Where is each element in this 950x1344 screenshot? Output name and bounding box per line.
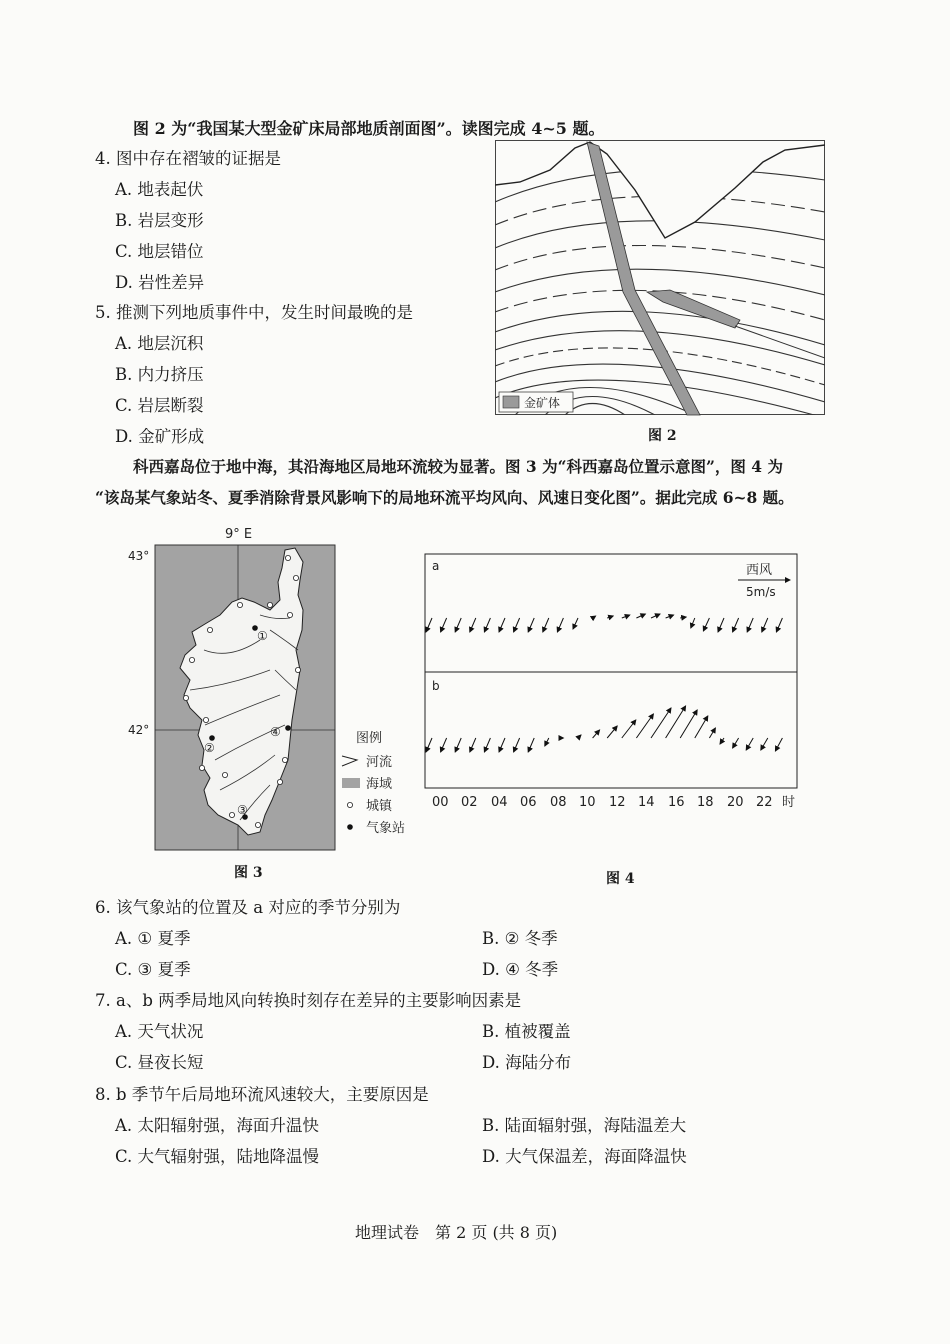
fig4-tick-14: 14	[638, 795, 655, 810]
q7-option-a: A. 天气状况	[115, 1022, 204, 1041]
fig4-tick-00: 00	[432, 795, 449, 810]
q5-option-d: D. 金矿形成	[115, 427, 205, 446]
fig4-panel-a-label: a	[432, 559, 440, 573]
fig4-panel-a	[425, 554, 797, 672]
fig4-tick-08: 08	[550, 795, 567, 810]
fig3-station-1: ①	[257, 629, 268, 643]
fig4-b-vector-22	[746, 738, 753, 750]
fig4-a-vector-16	[666, 615, 674, 618]
fig3-legend-sea: 海域	[366, 777, 393, 792]
fig4-b-vector-12	[607, 726, 617, 738]
fig4-b-vector-1	[441, 738, 447, 752]
fig3-lat-43: 43°	[128, 549, 150, 563]
fig4-tick-12: 12	[609, 795, 626, 810]
fig4-b-vector-0	[426, 738, 432, 752]
q5-option-a: A. 地层沉积	[115, 334, 204, 353]
fig4-a-vector-15	[651, 614, 660, 618]
fig4-b-vector-18	[695, 716, 708, 738]
fig3-station-4: ④	[270, 725, 281, 739]
fig4-a-vector-2	[455, 618, 461, 632]
page-footer: 地理试卷 第 2 页 (共 8 页)	[355, 1223, 558, 1242]
fig4-panel-b	[425, 672, 797, 788]
fig3-legend-town: 城镇	[366, 799, 393, 814]
fig4-a-vector-11	[593, 616, 596, 618]
fig3-corsica-map	[120, 520, 430, 865]
fig2-geologic-section	[495, 140, 825, 420]
fig4-b-vector-10	[578, 735, 581, 738]
fig3-station-3: ③	[237, 803, 248, 817]
fig4-b-vector-21	[733, 738, 739, 748]
fig2-legend-label: 金矿体	[524, 396, 561, 410]
fig2-caption: 图 2	[648, 428, 677, 444]
fig3-legend-title: 图例	[356, 731, 383, 746]
fig4-a-vector-0	[426, 618, 432, 632]
fig4-hour-axis	[432, 795, 795, 810]
fig4-b-vector-8	[545, 738, 549, 746]
fig3-longitude-label: 9° E	[225, 527, 253, 542]
q6-option-a: A. ① 夏季	[115, 929, 191, 948]
fig3-lat-42: 42°	[128, 723, 150, 737]
fig4-tick-06: 06	[520, 795, 537, 810]
fig4-tick-02: 02	[461, 795, 478, 810]
fig4-a-vector-14	[636, 614, 645, 618]
fig4-wind-chart	[420, 548, 810, 818]
fig4-a-vector-23	[762, 618, 768, 632]
fig4-b-vector-2	[455, 738, 461, 752]
fig4-a-vector-1	[441, 618, 447, 632]
fig4-b-vector-17	[680, 710, 697, 738]
fig3-legend-town-icon	[347, 802, 352, 807]
fig3-legend-river-icon	[342, 756, 357, 766]
q5-stem: 5. 推测下列地质事件中，发生时间最晚的是	[95, 303, 413, 322]
fig4-a-vector-4	[484, 618, 490, 632]
fig4-b-vector-19	[709, 728, 715, 738]
q6-option-d: D. ④ 冬季	[482, 960, 559, 979]
fig4-a-vector-20	[718, 618, 724, 632]
fig4-a-vector-10	[573, 618, 578, 629]
q6-option-c: C. ③ 夏季	[115, 960, 191, 979]
fig4-scale-label: 西风	[746, 563, 773, 578]
fig2-ore-vein	[587, 142, 700, 415]
fig2-legend-swatch	[503, 396, 519, 408]
fig4-arrows-b	[426, 706, 782, 752]
q5-option-b: B. 内力挤压	[115, 365, 204, 384]
fig4-a-vector-7	[528, 618, 534, 632]
fig4-arrows-a	[426, 614, 782, 632]
fig3-legend-sea-icon	[342, 778, 360, 788]
fig4-a-vector-12	[607, 616, 613, 618]
fig4-b-vector-13	[622, 720, 636, 738]
q5-option-c: C. 岩层断裂	[115, 396, 204, 415]
fig4-a-vector-5	[499, 618, 505, 632]
fig4-a-vector-22	[747, 618, 753, 632]
q8-option-c: C. 大气辐射强，陆地降温慢	[115, 1147, 320, 1166]
fig4-a-vector-19	[703, 618, 709, 631]
fig4-scale-value: 5m/s	[746, 585, 776, 599]
q8-option-b: B. 陆面辐射强，海陆温差大	[482, 1116, 687, 1135]
fig4-a-vector-21	[733, 618, 739, 632]
q7-option-d: D. 海陆分布	[482, 1053, 572, 1072]
q4-option-c: C. 地层错位	[115, 242, 204, 261]
fig4-b-vector-23	[761, 738, 768, 750]
fig4-a-vector-17	[680, 617, 686, 618]
fig4-b-vector-3	[470, 738, 476, 752]
q4-option-a: A. 地表起伏	[115, 180, 204, 199]
fig4-tick-22: 22	[756, 795, 773, 810]
q7-stem: 7. a、b 两季局地风向转换时刻存在差异的主要影响因素是	[95, 991, 522, 1010]
q6-stem: 6. 该气象站的位置及 a 对应的季节分别为	[95, 898, 401, 917]
fig4-b-vector-6	[514, 738, 520, 752]
fig4-b-vector-7	[528, 738, 534, 752]
fig4-tick-04: 04	[491, 795, 508, 810]
q7-option-b: B. 植被覆盖	[482, 1022, 571, 1041]
q4-option-b: B. 岩层变形	[115, 211, 204, 230]
fig4-a-vector-6	[514, 618, 520, 632]
fig4-b-vector-24	[775, 738, 782, 751]
fig4-b-vector-20	[720, 738, 724, 744]
fig4-tick-18: 18	[697, 795, 714, 810]
q8-stem: 8. b 季节午后局地环流风速较大，主要原因是	[95, 1085, 429, 1104]
fig4-panel-b-label: b	[432, 679, 440, 693]
fig4-tick-20: 20	[727, 795, 744, 810]
q8-option-a: A. 太阳辐射强，海面升温快	[115, 1116, 319, 1135]
fig4-a-vector-13	[622, 615, 630, 618]
fig4-a-vector-9	[557, 618, 563, 632]
fig2-ore-branch	[647, 290, 740, 328]
q8-option-d: D. 大气保温差，海面降温快	[482, 1147, 687, 1166]
q6-option-b: B. ② 冬季	[482, 929, 558, 948]
intro-fig34-line1: 科西嘉岛位于地中海，其沿海地区局地环流较为显著。图 3 为“科西嘉岛位置示意图”，图 4 为	[133, 457, 783, 476]
fig4-caption: 图 4	[606, 871, 635, 887]
fig4-tick-10: 10	[579, 795, 596, 810]
q4-option-d: D. 岩性差异	[115, 273, 205, 292]
q4-stem: 4. 图中存在褶皱的证据是	[95, 149, 281, 168]
fig4-a-vector-18	[691, 618, 695, 628]
fig4-b-vector-4	[484, 738, 490, 752]
intro-fig2: 图 2 为“我国某大型金矿床局部地质剖面图”。读图完成 4~5 题。	[133, 119, 605, 138]
fig3-station-2: ②	[204, 741, 215, 755]
fig3-legend-station: 气象站	[366, 821, 406, 836]
fig4-b-vector-14	[636, 714, 653, 738]
fig3-legend-station-icon	[347, 824, 353, 830]
fig4-b-vector-5	[499, 738, 505, 752]
fig4-hour-unit: 时	[782, 795, 796, 810]
fig3-caption: 图 3	[234, 865, 263, 881]
fig4-tick-16: 16	[668, 795, 685, 810]
fig4-b-vector-11	[593, 730, 600, 738]
q7-option-c: C. 昼夜长短	[115, 1053, 204, 1072]
fig4-a-vector-8	[543, 618, 549, 632]
fig4-a-vector-3	[470, 618, 476, 632]
fig3-legend-river: 河流	[366, 755, 393, 770]
intro-fig34-line2: “该岛某气象站冬、夏季消除背景风影响下的局地环流平均风向、风速日变化图”。据此完成 6~8 题。	[95, 488, 794, 507]
fig4-a-vector-24	[776, 618, 782, 632]
